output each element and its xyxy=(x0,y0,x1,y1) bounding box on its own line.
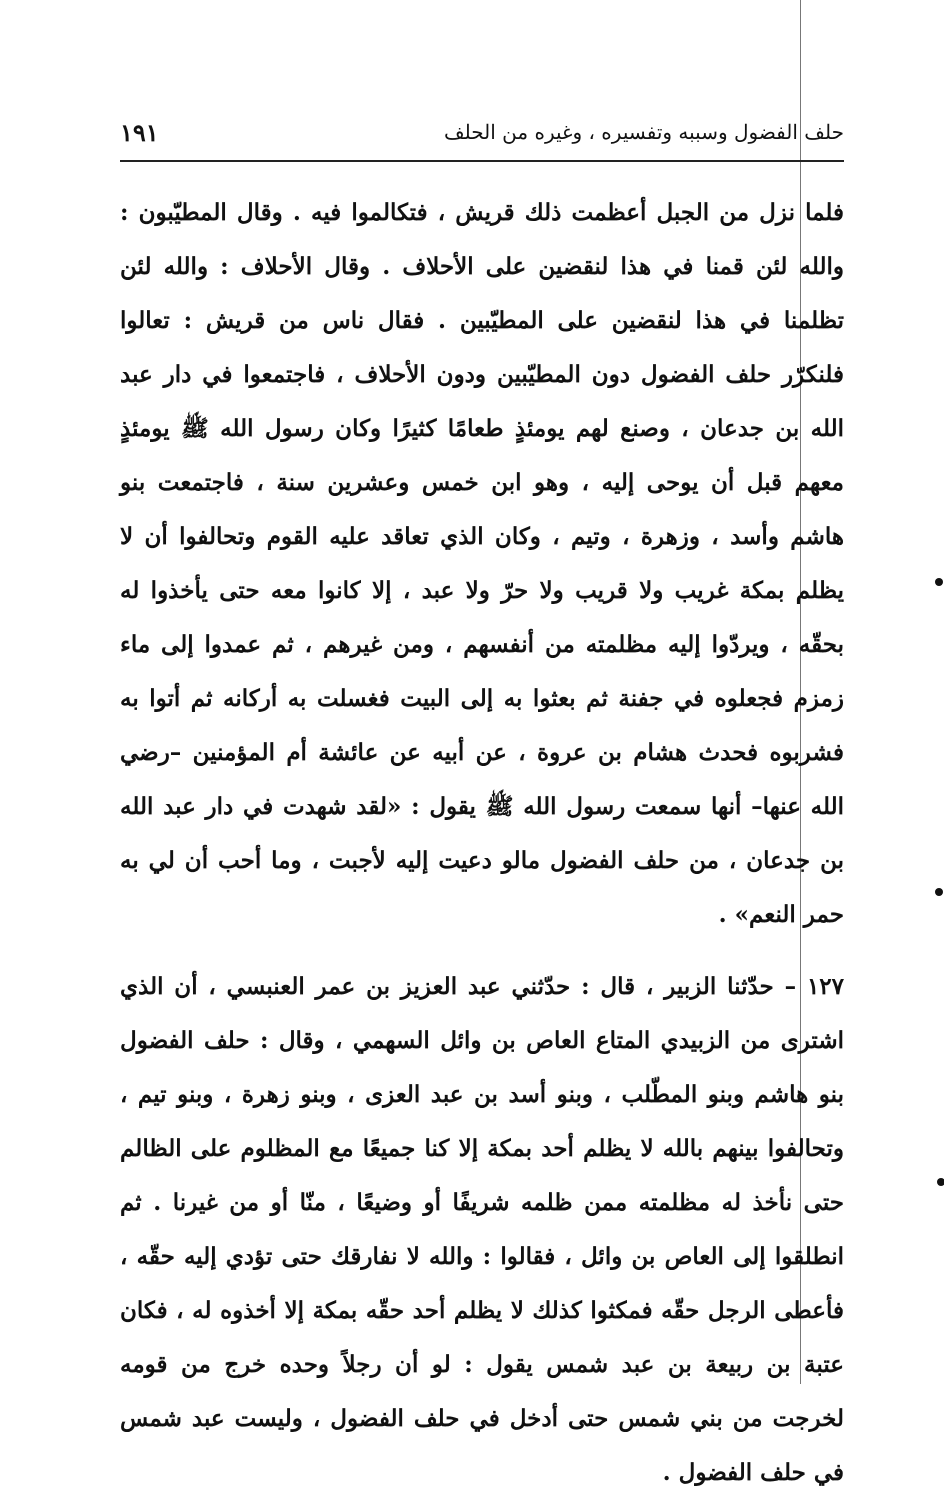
paragraph-hadith-127: ١٢٧ – حدّثنا الزبير ، قال : حدّثني عبد العزيز بن عمر العنبسي ، أن الذي اشترى من الزبيدي المتاع العاص بن وائل السهمي ، وقال : حلف الفضول بنو هاشم وبنو المطّلب ، وبنو أسد بن عبد العزى ، وبنو زهرة ، وبنو تيم ، وتحالفوا بينهم بالله لا يظلم أحد بمكة إلا كنا جميعًا مع المظلوم على الظالم حتى نأخذ له مظلمته ممن ظلمه شريفًا أو وضيعًا ، منّا أو من غيرنا . ثم انطلقوا إلى العاص بن وائل ، فقالوا : والله لا نفارقك حتى تؤدي إليه حقّه ، فأعطى الرجل حقّه فمكثوا كذلك لا يظلم أحد حقّه بمكة إلا أخذوه له ، فكان عتبة بن ربيعة بن عبد شمس يقول : لو أن رجلاً وحده خرج من قومه لخرجت من بني شمس حتى أدخل في حلف الفضول ، وليست عبد شمس في حلف الفضول . xyxy=(120,973,844,1486)
scan-dot-mark xyxy=(935,888,943,896)
page-body xyxy=(120,186,844,1500)
header-rule xyxy=(120,160,844,162)
running-header xyxy=(120,112,844,162)
running-title: حلف الفضول وسببه وتفسيره ، وغيره من الحلف xyxy=(443,120,844,144)
paragraph-spacer xyxy=(120,942,844,960)
page-number: ١٩١ xyxy=(120,118,159,147)
paragraph: فلما نزل من الجبل أعظمت ذلك قريش ، فتكالموا فيه . وقال المطيّبون : والله لئن قمنا في هذا لنقضين على الأحلاف . وقال الأحلاف : والله لئن تظلمنا في هذا لنقضين على المطيّبين . فقال ناس من قريش : تعالوا فلنكرّر حلف الفضول دون المطيّبين ودون الأحلاف ، فاجتمعوا في دار عبد الله بن جدعان ، وصنع لهم يومئذٍ طعامًا كثيرًا وكان رسول الله ﷺ يومئذٍ معهم قبل أن يوحى إليه ، وهو ابن خمس وعشرين سنة ، فاجتمعت بنو هاشم وأسد ، وزهرة ، وتيم ، وكان الذي تعاقد عليه القوم وتحالفوا أن لا يظلم بمكة غريب ولا قريب ولا حرّ ولا عبد ، إلا كانوا معه حتى يأخذوا له بحقّه ، ويردّوا إليه مظلمته من أنفسهم ، ومن غيرهم ، ثم عمدوا إلى ماء زمزم فجعلوه في جفنة ثم بعثوا به إلى البيت فغسلت به أركانه ثم أتوا به فشربوه فحدث هشام بن عروة ، عن أبيه عن عائشة أم المؤمنين –رضي الله عنها– أنها سمعت رسول الله ﷺ يقول : «لقد شهدت في دار عبد الله بن جدعان ، من حلف الفضول مالو دعيت إليه لأجبت ، وما أحب أن لي به حمر النعم» . xyxy=(120,199,844,928)
scan-dot-mark xyxy=(937,1178,944,1186)
scan-dot-mark xyxy=(935,578,943,586)
